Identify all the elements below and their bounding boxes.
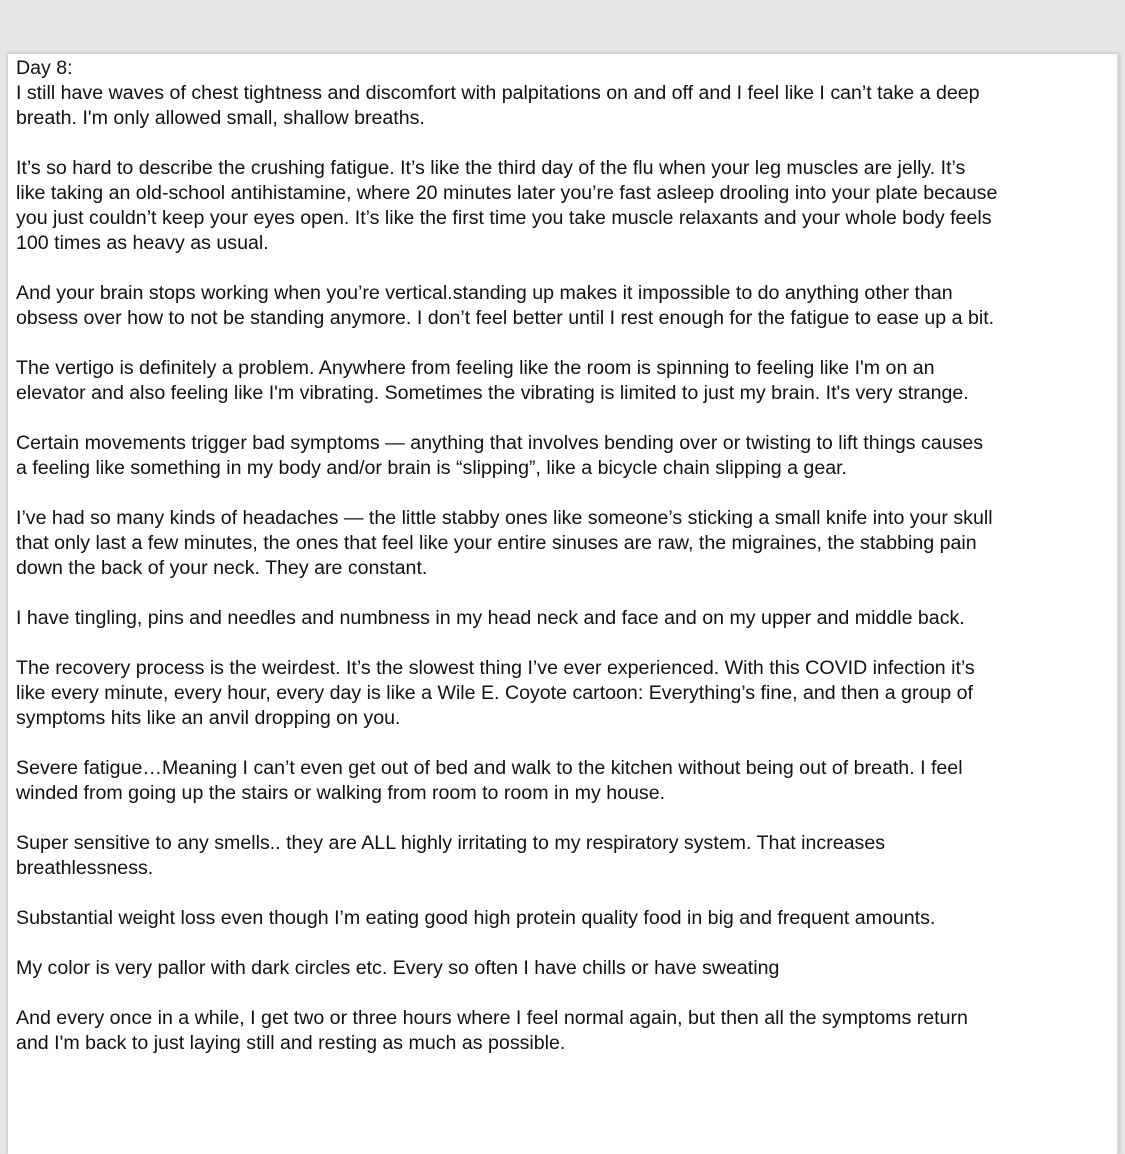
paragraph-line: down the back of your neck. They are constant. (16, 557, 428, 579)
paragraph-line: Severe fatigue…Meaning I can’t even get out of bed and walk to the kitchen without being out of breath. I feel (16, 757, 963, 779)
paragraph-line: you just couldn’t keep your eyes open. It’s like the first time you take muscle relaxants and your whole body feels (16, 207, 992, 229)
paragraph (16, 831, 997, 881)
paragraph-line: The recovery process is the weirdest. It’s the slowest thing I’ve ever experienced. With this COVID infection it’s (16, 657, 975, 679)
paragraph (16, 1006, 997, 1056)
paragraph-line: And your brain stops working when you’re vertical.standing up makes it impossible to do anything other than (16, 282, 953, 304)
paragraph (16, 156, 997, 256)
paragraph-line: I have tingling, pins and needles and numbness in my head neck and face and on my upper and middle back. (16, 607, 965, 629)
paragraph-line: like every minute, every hour, every day is like a Wile E. Coyote cartoon: Everything’s fine, and then a group of (16, 682, 973, 704)
paragraph (16, 506, 997, 581)
paragraph-line: It’s so hard to describe the crushing fatigue. It’s like the third day of the flu when your leg muscles are jelly. It’s (16, 157, 966, 179)
paragraph-line: I’ve had so many kinds of headaches — the little stabby ones like someone’s sticking a small knife into your skull (16, 507, 993, 529)
paragraph-line: Super sensitive to any smells.. they are ALL highly irritating to my respiratory system. That increases (16, 832, 886, 854)
paragraph (16, 356, 997, 406)
document-text (16, 56, 997, 1081)
paragraph-line: breath. I'm only allowed small, shallow breaths. (16, 107, 425, 129)
paragraph-line: 100 times as heavy as usual. (16, 232, 269, 254)
paragraph (16, 956, 997, 981)
paragraph-line: like taking an old-school antihistamine, where 20 minutes later you’re fast asleep drooling into your plate because (16, 182, 998, 204)
paragraph-line: And every once in a while, I get two or three hours where I feel normal again, but then all the symptoms return (16, 1007, 968, 1029)
paragraph-line: breathlessness. (16, 857, 154, 879)
paragraph (16, 281, 997, 331)
paragraph-line: symptoms hits like an anvil dropping on you. (16, 707, 401, 729)
paragraph-line: My color is very pallor with dark circles etc. Every so often I have chills or have sweating (16, 957, 780, 979)
paragraph-line: I still have waves of chest tightness and discomfort with palpitations on and off and I feel like I can’t take a deep (16, 82, 980, 104)
paragraph-line: and I'm back to just laying still and resting as much as possible. (16, 1032, 566, 1054)
paragraph-line: obsess over how to not be standing anymore. I don’t feel better until I rest enough for the fatigue to ease up a bit. (16, 307, 995, 329)
paragraph-line: a feeling like something in my body and/or brain is “slipping”, like a bicycle chain slipping a gear. (16, 457, 848, 479)
paragraph-line: that only last a few minutes, the ones that feel like your entire sinuses are raw, the migraines, the stabbing pain (16, 532, 977, 554)
paragraph-line: Substantial weight loss even though I’m eating good high protein quality food in big and frequent amounts. (16, 907, 936, 929)
document-heading: Day 8: (16, 57, 73, 79)
paragraph (16, 606, 997, 631)
paragraph-line: elevator and also feeling like I'm vibrating. Sometimes the vibrating is limited to just my brain. It's very strange. (16, 382, 969, 404)
paragraph (16, 756, 997, 806)
paragraph (16, 431, 997, 481)
paragraph (16, 906, 997, 931)
paragraph-line: winded from going up the stairs or walking from room to room in my house. (16, 782, 666, 804)
paragraph (16, 81, 997, 131)
paragraph (16, 656, 997, 731)
paragraph-line: The vertigo is definitely a problem. Anywhere from feeling like the room is spinning to feeling like I'm on an (16, 357, 935, 379)
paragraph-line: Certain movements trigger bad symptoms — anything that involves bending over or twisting to lift things causes (16, 432, 984, 454)
document-page (8, 54, 1119, 1154)
